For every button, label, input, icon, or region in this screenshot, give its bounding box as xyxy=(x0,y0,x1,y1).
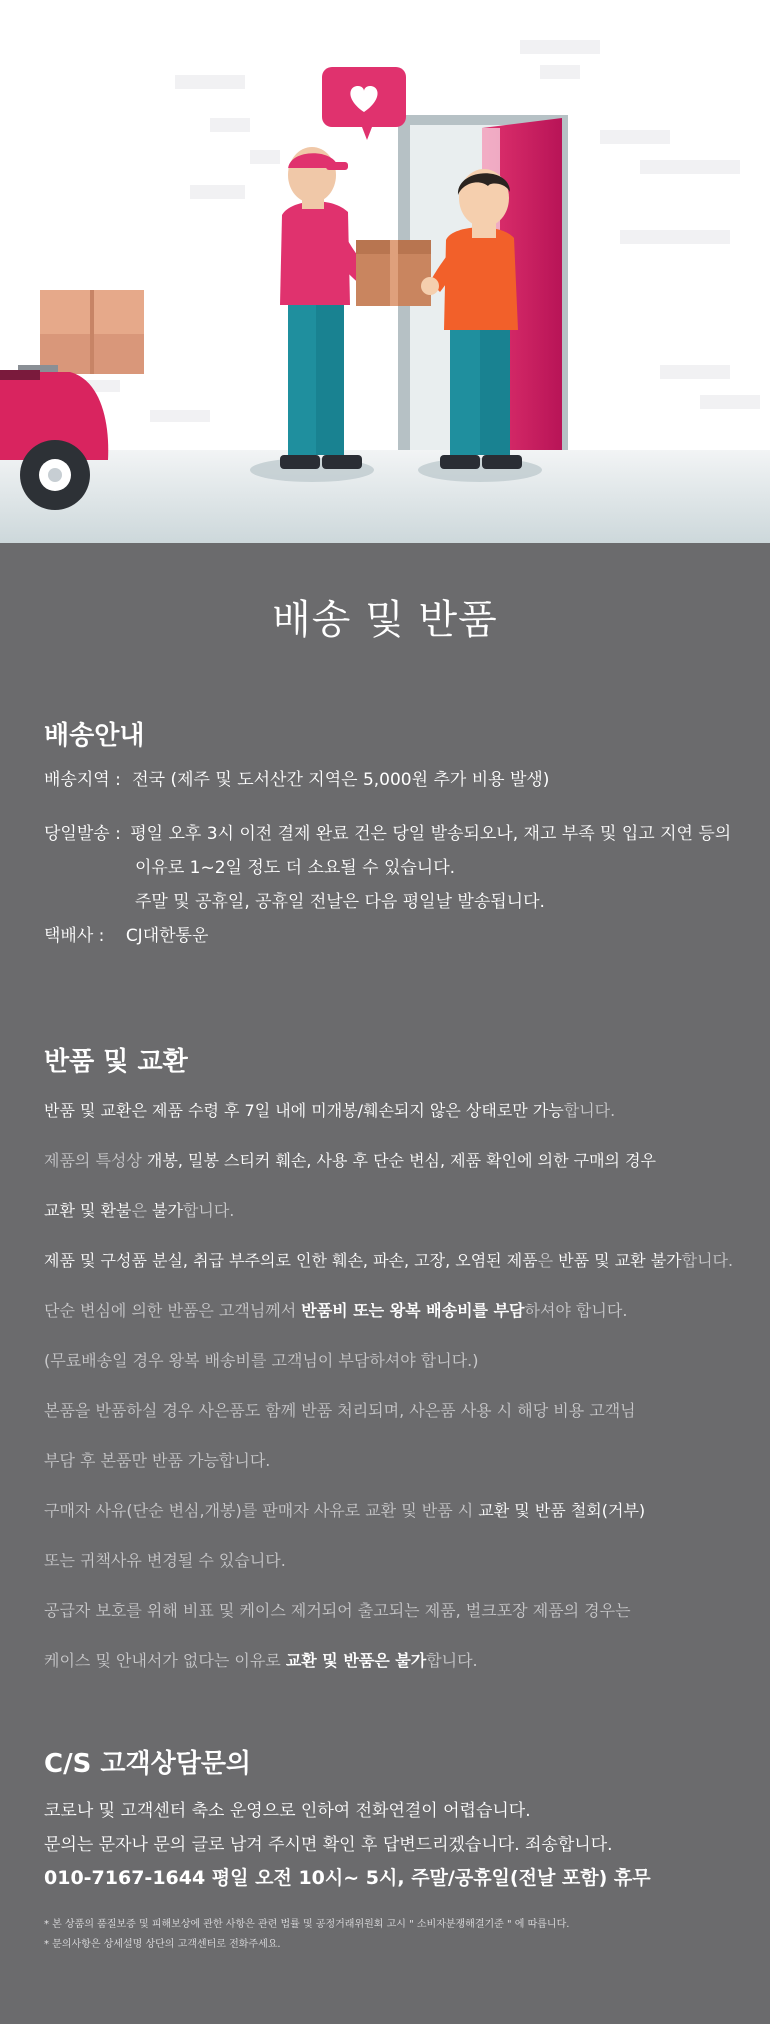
sameday-row xyxy=(44,819,731,844)
courier-person xyxy=(250,147,387,482)
sameday-line-3: 주말 및 공휴일, 공휴일 전날은 다음 평일날 발송됩니다. xyxy=(135,892,545,912)
delivery-illustration xyxy=(0,0,770,543)
stacked-boxes xyxy=(40,290,144,374)
shipping-section-title: 배송안내 xyxy=(44,721,145,751)
sameday-line-1: 평일 오후 3시 이전 결제 완료 건은 당일 발송되오나, 재고 부족 및 입고 지연 등의 xyxy=(130,824,732,844)
returns-line-12-c: 합니다. xyxy=(426,1651,478,1670)
returns-line-9-b: 교환 및 반품 철회(거부) xyxy=(478,1501,646,1520)
cs-phone-hours: 010-7167-1644 평일 오전 10시~ 5시, 주말/공휴일(전날 포함) 휴무 xyxy=(44,1867,651,1889)
returns-line-9 xyxy=(44,1498,645,1521)
returns-line-1-strong: 반품 및 교환은 제품 수령 후 7일 내에 미개봉/훼손되지 않은 상태로만 가능 xyxy=(44,1101,564,1120)
cs-line-1: 코로나 및 고객센터 축소 운영으로 인하여 전화연결이 어렵습니다. xyxy=(44,1801,531,1821)
returns-line-5-c: 하셔야 합니다. xyxy=(524,1301,628,1320)
returns-line-2-head: 제품의 특성상 xyxy=(44,1151,147,1170)
returns-line-5 xyxy=(44,1298,627,1321)
returns-section-title: 반품 및 교환 xyxy=(44,1047,188,1077)
returns-line-12-a: 케이스 및 안내서가 없다는 이유로 xyxy=(44,1651,286,1670)
returns-line-7: 본품을 반품하실 경우 사은품도 함께 반품 처리되며, 사은품 사용 시 해당 비용 고객님 xyxy=(44,1401,636,1420)
shipping-area-label: 배송지역 : xyxy=(44,770,121,790)
returns-line-10: 또는 귀책사유 변경될 수 있습니다. xyxy=(44,1551,286,1570)
returns-line-2 xyxy=(44,1148,656,1171)
courier-value: CJ대한통운 xyxy=(125,926,209,946)
sameday-label: 당일발송 : xyxy=(44,824,121,844)
heart-bubble xyxy=(322,67,406,140)
returns-line-2-strong: 개봉, 밀봉 스티커 훼손, 사용 후 단순 변심, 제품 확인에 의한 구매의 경우 xyxy=(146,1151,656,1170)
returns-line-3-a: 교환 및 환불 xyxy=(44,1201,132,1220)
returns-line-3-b: 은 xyxy=(131,1201,152,1220)
fine-print-2: * 문의사항은 상세설명 상단의 고객센터로 전화주세요. xyxy=(44,1939,281,1950)
shipping-area-row xyxy=(44,765,549,790)
returns-line-3-c: 불가 xyxy=(152,1201,183,1220)
fine-print-1: * 본 상품의 품질보증 및 피해보상에 관한 사항은 관련 법률 및 공정거래위원회 고시 " 소비자분쟁해결기준 " 에 따릅니다. xyxy=(44,1919,570,1930)
returns-line-4 xyxy=(44,1248,733,1271)
cs-section-title: C/S 고객상담문의 xyxy=(44,1749,252,1779)
sameday-line-2: 이유로 1~2일 정도 더 소요될 수 있습니다. xyxy=(135,858,456,878)
returns-line-1 xyxy=(44,1098,615,1121)
returns-line-3 xyxy=(44,1198,234,1221)
courier-label: 택배사 : xyxy=(44,926,105,946)
returns-line-8: 부담 후 본품만 반품 가능합니다. xyxy=(44,1451,271,1470)
returns-line-5-a: 단순 변심에 의한 반품은 고객님께서 xyxy=(44,1301,302,1320)
package-box xyxy=(356,240,431,306)
returns-line-11: 공급자 보호를 위해 비표 및 케이스 제거되어 출고되는 제품, 벌크포장 제품의 경우는 xyxy=(44,1601,631,1620)
floor xyxy=(0,450,770,543)
returns-line-5-b: 반품비 또는 왕복 배송비를 부담 xyxy=(301,1301,525,1320)
shipping-area-value: 전국 (제주 및 도서산간 지역은 5,000원 추가 비용 발생) xyxy=(132,770,550,790)
returns-line-4-b: 은 xyxy=(537,1251,559,1270)
cs-line-2: 문의는 문자나 문의 글로 남겨 주시면 확인 후 답변드리겠습니다. 죄송합니다. xyxy=(44,1835,613,1855)
returns-line-12 xyxy=(44,1648,478,1671)
returns-line-1-tail: 합니다. xyxy=(563,1101,616,1120)
page-title: 배송 및 반품 xyxy=(272,597,498,643)
returns-line-9-a: 구매자 사유(단순 변심,개봉)를 판매자 사유로 교환 및 반품 시 xyxy=(44,1501,479,1520)
returns-line-4-c: 반품 및 교환 불가 xyxy=(558,1251,682,1270)
returns-line-12-b: 교환 및 반품은 불가 xyxy=(285,1651,427,1670)
courier-row xyxy=(44,921,208,946)
returns-line-6: (무료배송일 경우 왕복 배송비를 고객님이 부담하셔야 합니다.) xyxy=(44,1351,479,1370)
delivery-scene-svg xyxy=(0,0,770,543)
returns-line-4-a: 제품 및 구성품 분실, 취급 부주의로 인한 훼손, 파손, 고장, 오염된 제품 xyxy=(44,1251,538,1270)
returns-line-3-d: 합니다. xyxy=(182,1201,235,1220)
returns-line-4-d: 합니다. xyxy=(681,1251,734,1270)
